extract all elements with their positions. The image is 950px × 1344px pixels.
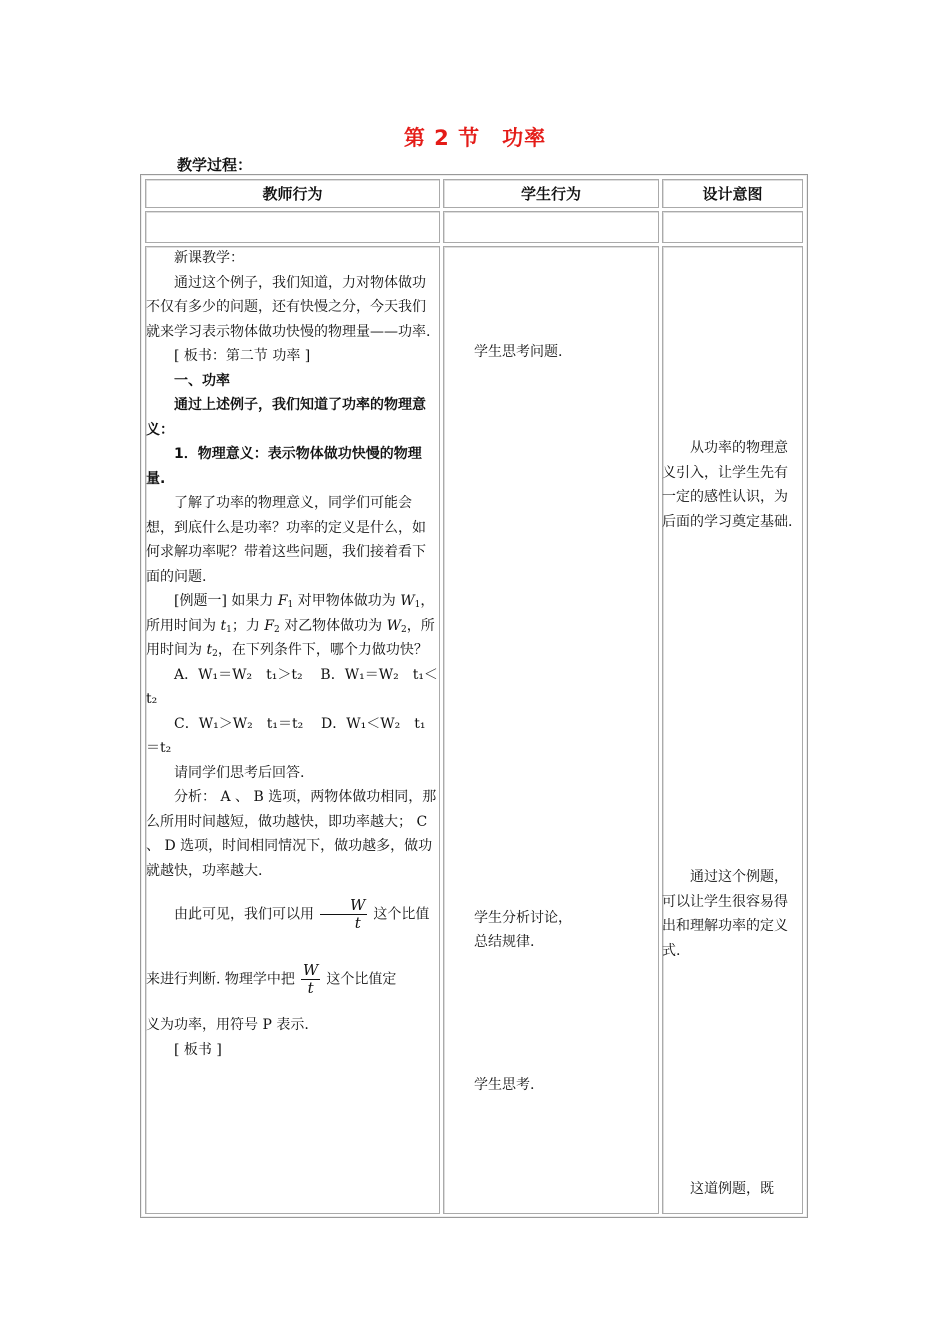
header-student: 学生行为: [443, 179, 659, 208]
teacher-line-new-lesson: 新课教学：: [174, 250, 244, 266]
empty-cell-design: [662, 211, 803, 243]
student-think: [474, 1073, 634, 1097]
example-text-e: 对乙物体做功为: [284, 617, 383, 634]
fraction-denominator: t: [354, 914, 361, 932]
design-intent-2: [662, 865, 798, 963]
student-text-2b: 总结规律.: [474, 934, 535, 950]
fraction-numerator: W: [320, 897, 367, 915]
student-text-2a: 学生分析讨论，: [474, 910, 572, 926]
student-text-1: 学生思考问题.: [474, 344, 563, 360]
teacher-paragraph-meaning: 通过上述例子，我们知道了功率的物理意义：: [146, 397, 426, 438]
symbol-t2: t: [206, 642, 213, 658]
fraction-numerator-2: W: [302, 961, 319, 979]
teacher-options-ab: [146, 663, 438, 712]
page-title: 第 2 节 功率: [403, 126, 547, 150]
example-text-b: 对甲物体做功为: [297, 593, 396, 609]
symbol-F2: F: [264, 617, 274, 634]
symbol-W2: W: [386, 617, 402, 634]
teacher-definition-p: 义为功率，用符号 P 表示.: [146, 1017, 309, 1033]
student-discuss: [474, 906, 634, 954]
empty-cell-student: [443, 211, 659, 243]
example-text-a: [例题一] 如果力: [174, 593, 274, 609]
teacher-ratio-line-1: [146, 897, 438, 932]
example-text-c: ，所用时间为: [146, 593, 435, 634]
student-think-question: [474, 340, 634, 364]
teacher-options-cd: [146, 712, 438, 761]
empty-cell-teacher: [145, 211, 440, 243]
example-text-f: ，所用时间为: [146, 617, 435, 658]
teacher-ratio-line-2: [146, 962, 438, 997]
symbol-t1: t: [220, 617, 227, 634]
teacher-line-think: 请同学们思考后回答.: [174, 764, 305, 781]
ratio-text-1a: 由此可见，我们可以用: [174, 906, 314, 923]
design-intent-1: [662, 436, 798, 534]
teacher-paragraph-analysis: 分析： A 、 B 选项，两物体做功相同，那么所用时间越短，做功越快，即功率越大； C 、 D 选项，时间相同情况下，做功越多，做功就越快，功率越大.: [146, 789, 437, 879]
fraction-denominator-2: t: [307, 979, 314, 997]
symbol-F1: F: [277, 593, 288, 609]
student-text-3: 学生思考.: [474, 1077, 535, 1093]
option-c: C．W₁＞W₂ t₁＝t₂: [174, 715, 304, 732]
fraction-w-over-t: [320, 897, 367, 932]
teacher-paragraph-questions: 了解了功率的物理意义，同学们可能会想，到底什么是功率？功率的定义是什么，如何求解功率呢？带着这些问题，我们接着看下面的问题.: [146, 495, 426, 585]
symbol-W1: W: [400, 593, 415, 609]
teacher-definition-meaning: 1．物理意义：表示物体做功快慢的物理量.: [146, 446, 422, 487]
example-text-g: ，在下列条件下，哪个力做功快？: [217, 642, 428, 658]
design-text-1: 从功率的物理意义引入，让学生先有一定的感性认识，为后面的学习奠定基础.: [662, 440, 793, 530]
header-teacher: 教师行为: [145, 179, 440, 208]
teacher-content: [146, 246, 438, 1062]
teacher-example-one: [例题一] 如果力 $F_1$ 对甲物体做功为 $W_1$，所用时间为 $t_1$；力 $F_2$ 对乙物体做功为 $W_2$，所用时间为 $t_2$，在下列条件下，哪个力做功快？: [146, 593, 435, 659]
design-text-2: 通过这个例题，可以让学生很容易得出和理解功率的定义式.: [662, 869, 788, 959]
option-d: D．W₁＜W₂ t₁＝t₂: [146, 715, 426, 756]
ratio-text-1b: 这个比值: [373, 906, 430, 923]
ratio-text-2b: 这个比值定: [326, 971, 397, 988]
teacher-paragraph-intro: 通过这个例子，我们知道，力对物体做功不仅有多少的问题，还有快慢之分，今天我们就来学习表示物体做功快慢的物理量——功率.: [146, 274, 431, 340]
teacher-board-note-2: [ 板书 ]: [174, 1041, 222, 1058]
fraction-w-over-t-2: [301, 962, 320, 997]
option-b: B．W₁＝W₂ t₁＜t₂: [146, 666, 438, 707]
design-intent-3: [662, 1177, 798, 1202]
design-text-3: 这道例题，既: [690, 1181, 774, 1197]
section-subtitle: 教学过程：: [177, 156, 253, 174]
example-text-d: ；力: [231, 617, 260, 634]
header-design: 设计意图: [662, 179, 803, 208]
option-a: A．W₁＝W₂ t₁＞t₂: [174, 666, 303, 683]
teacher-heading-power: 一、功率: [174, 372, 230, 389]
ratio-text-2a: 来进行判断. 物理学中把: [146, 971, 295, 988]
teacher-board-note: [ 板书：第二节 功率 ]: [174, 348, 311, 364]
student-cell: [443, 246, 659, 1214]
design-cell: [662, 246, 803, 1214]
